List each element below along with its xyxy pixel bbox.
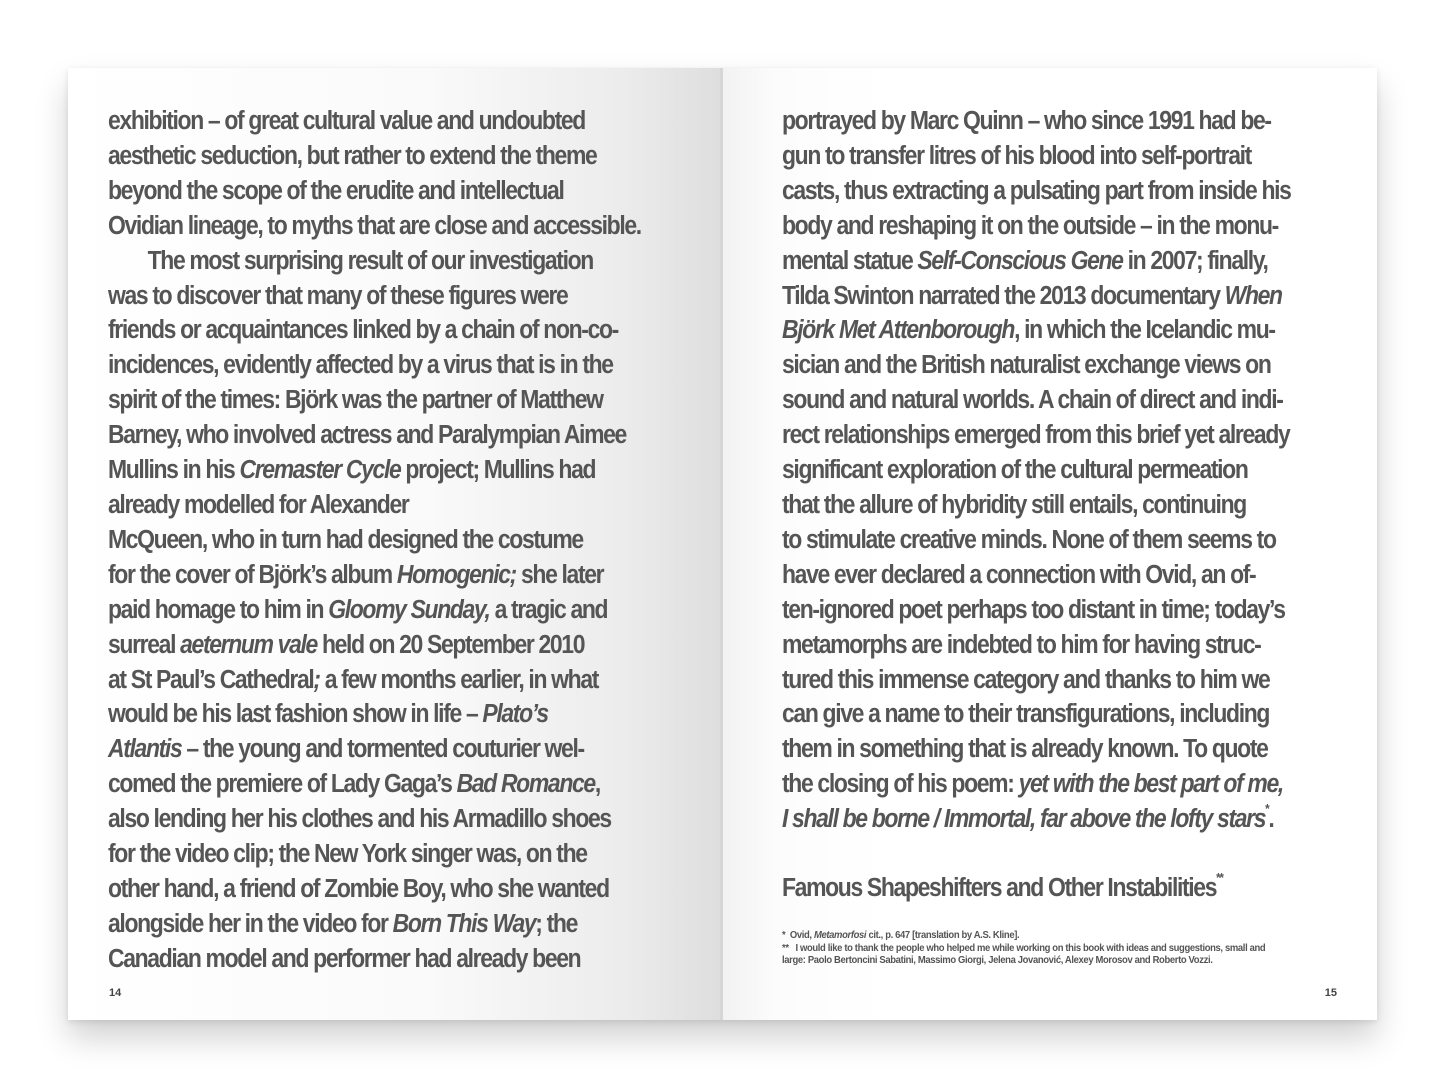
footnote-2 (782, 942, 1358, 955)
italic-text: Homogenic; (396, 560, 516, 589)
text-line: portrayed by Marc Quinn – who since 1991 had be- (782, 107, 1271, 135)
text-line: significant exploration of the cultural permeation (782, 456, 1248, 485)
text-segment: , in which the Icelandic mu- (1014, 316, 1275, 345)
footnotes (782, 929, 1358, 967)
italic-text: I shall be borne / Immortal, far above the lofty stars (782, 805, 1266, 834)
text-segment: would be his last fashion show in life – (108, 700, 483, 729)
text-line: casts, thus extracting a pulsating part from inside his (782, 176, 1291, 205)
text-segment: project; Mullins had (400, 456, 596, 485)
text-line: beyond the scope of the erudite and intellectual (108, 176, 564, 205)
text-line (108, 767, 684, 802)
text-line (108, 558, 684, 593)
italic-text: Atlantis (108, 735, 182, 764)
text-line (782, 244, 1358, 279)
text-line (108, 907, 684, 942)
text-line: for the video clip; the New York singer was, on the (108, 840, 587, 869)
text-line: McQueen, who in turn had designed the costume (108, 525, 583, 554)
text-segment: at St Paul’s Cathedral (108, 665, 314, 694)
text-line: sician and the British naturalist exchange views on (782, 351, 1271, 380)
text-line (108, 663, 684, 698)
footnote-ref: * (1265, 801, 1269, 817)
text-line (108, 628, 684, 663)
section-heading (782, 871, 1358, 906)
text-line: incidences, evidently affected by a virus that is in the (108, 351, 613, 380)
text-segment: comed the premiere of Lady Gaga’s (108, 770, 457, 799)
italic-text: aeternum vale (180, 630, 317, 659)
book-spread (68, 68, 1377, 1020)
text-segment: a tragic and (489, 595, 608, 624)
text-segment: paid homage to him in (108, 595, 329, 624)
text-line: ten-ignored poet perhaps too distant in time; today’s (782, 595, 1285, 624)
text-segment: in 2007; finally, (1122, 246, 1268, 275)
footnote-1-pre: Ovid, (789, 929, 814, 941)
right-page (723, 68, 1377, 1020)
text-segment: surreal (108, 630, 181, 659)
footnote-1-title: Metamorfosi (813, 929, 867, 941)
left-body-text (108, 104, 684, 977)
footnote-2-continued: large: Paolo Bertoncini Sabatini, Massimo Giorgi, Jelena Jovanović, Alexey Morosov and Roberto Vozzi. (782, 954, 1213, 966)
text-line: rect relationships emerged from this brief yet already (782, 421, 1290, 450)
footnote-1-post: cit., p. 647 [translation by A.S. Kline]. (866, 929, 1020, 941)
text-line: that the allure of hybridity still entails, continuing (782, 490, 1246, 519)
text-line (782, 767, 1358, 802)
text-line: Ovidian lineage, to myths that are close and accessible. (108, 211, 641, 240)
text-segment: ; the (535, 909, 577, 938)
footnote-1 (782, 929, 1358, 942)
text-segment: Mullins in his (108, 456, 240, 485)
text-line (782, 313, 1358, 348)
text-segment: held on 20 September 2010 (316, 630, 585, 659)
text-segment: for the cover of Björk’s album (108, 560, 397, 589)
page-number-right: 15 (1324, 987, 1337, 999)
text-segment: . (1268, 805, 1274, 834)
text-line: have ever declared a connection with Ovid, an of- (782, 560, 1256, 589)
italic-text: Self-Conscious Gene (917, 246, 1123, 275)
text-line: spirit of the times: Björk was the partner of Matthew (108, 386, 603, 415)
text-line: already modelled for Alexander (108, 490, 409, 519)
text-line: friends or acquaintances linked by a chain of non-co- (108, 316, 618, 345)
text-segment: mental statue (782, 246, 918, 275)
page-number-left: 14 (109, 987, 122, 999)
text-line: was to discover that many of these figures were (108, 281, 568, 310)
italic-text: yet with the best part of me, (1018, 770, 1283, 799)
text-line: aesthetic seduction, but rather to extend the theme (108, 141, 597, 170)
footnote-ref: ** (1216, 870, 1223, 886)
text-line: them in something that is already known. To quote (782, 735, 1268, 764)
text-line: Barney, who involved actress and Paralympian Aimee (108, 421, 626, 450)
text-line (782, 802, 1358, 837)
text-segment: Tilda Swinton narrated the 2013 documentary (782, 281, 1225, 310)
italic-text: Cremaster Cycle (239, 456, 401, 485)
text-line: to stimulate creative minds. None of them seems to (782, 525, 1276, 554)
italic-text: Born This Way (392, 909, 536, 938)
text-line: other hand, a friend of Zombie Boy, who she wanted (108, 874, 609, 903)
italic-text: ; (313, 665, 320, 694)
text-line (108, 697, 684, 732)
italic-text: Gloomy Sunday, (328, 595, 490, 624)
text-line: sound and natural worlds. A chain of direct and indi- (782, 386, 1283, 415)
text-line: The most surprising result of our investigation (147, 246, 593, 275)
text-segment: the closing of his poem: (782, 770, 1019, 799)
section-heading-text: Famous Shapeshifters and Other Instabilities (782, 874, 1217, 903)
text-line (108, 732, 684, 767)
footnote-2-line1: I would like to thank the people who helped me while working on this book with ideas and suggestions, small and (795, 941, 1266, 954)
text-line (782, 279, 1358, 314)
text-line: gun to transfer litres of his blood into self-portrait (782, 141, 1251, 170)
text-line (108, 453, 684, 488)
text-line: tured this immense category and thanks to him we (782, 665, 1270, 694)
text-line: can give a name to their transfigurations, including (782, 700, 1270, 729)
footnote-1-mark: * (782, 929, 786, 941)
right-body-text (782, 104, 1358, 906)
text-segment: alongside her in the video for (108, 909, 393, 938)
text-segment: – the young and tormented couturier wel- (181, 735, 584, 764)
text-line: metamorphs are indebted to him for having struc- (782, 630, 1261, 659)
italic-text: Plato’s (482, 700, 548, 729)
footnote-2-mark: ** (782, 941, 789, 954)
italic-text: When (1224, 281, 1282, 310)
italic-text: Bad Romance (456, 770, 595, 799)
text-line: Canadian model and performer had already been (108, 944, 581, 973)
italic-text: Björk Met Attenborough (782, 316, 1015, 345)
text-segment: , (594, 770, 600, 799)
text-line: exhibition – of great cultural value and undoubted (108, 107, 585, 135)
left-page (68, 68, 720, 1020)
text-segment: she later (515, 560, 604, 589)
text-segment: a few months earlier, in what (319, 665, 599, 694)
text-line: body and reshaping it on the outside – in the monu- (782, 211, 1278, 240)
text-line (108, 593, 684, 628)
text-line: also lending her his clothes and his Armadillo shoes (108, 805, 611, 834)
